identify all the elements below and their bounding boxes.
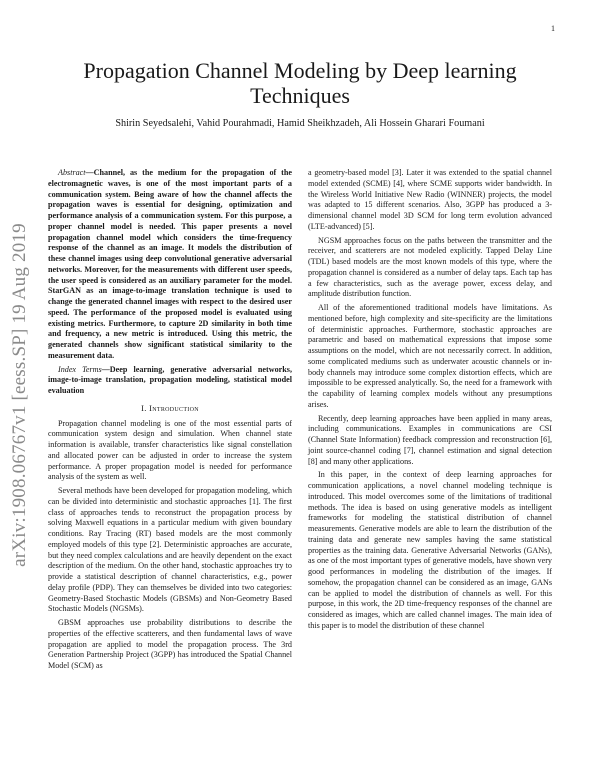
- paper-title-line-1: Propagation Channel Modeling by Deep learning: [83, 58, 517, 83]
- section-heading-introduction: I. Introduction: [141, 402, 199, 413]
- paper-title-line-2: Techniques: [250, 83, 350, 108]
- abstract: [48, 168, 292, 362]
- index-terms-text: —Deep learning, generative adversarial networks, image-to-image translation, propagation modeling, statistical model evaluation: [48, 364, 292, 395]
- paper-title: [40, 58, 560, 108]
- body-paragraph: NGSM approaches focus on the paths between the transmitter and the receiver, and scatterers are not modeled explicitly. Tapped Delay Line (TDL) based models are the most known models of this type, where the propagation channel is considered as a number of delay taps. Each tap has a few characteristics, such as the average power, excess delay, and amplitude distribution function.: [308, 235, 552, 299]
- abstract-text: —Channel, as the medium for the propagation of the electromagnetic waves, is one of the most important parts of a communication system. Being aware of how the channel affects the propagation waves is essential for designing, optimization and performance analysis of a communication system. For this purpose, a proper channel model is needed. This paper presents a novel propagation channel model which considers the time-frequency response of the channel as an image. It models the distribution of these channel images using deep convolutional generative adversarial networks. Moreover, for the measurements with different user speeds, the user speed is considered as an auxiliary parameter for the model. StarGAN as an image-to-image translation technique is used to change the generated channel images with respect to the desired user speed. The performance of the proposed model is evaluated using existing metrics. Furthermore, to capture 2D similarity in both time and frequency, a new metric is introduced. Using this metric, the generated channels show significant statistical similarity to the measurement data.: [48, 168, 292, 360]
- body-paragraph: a geometry-based model [3]. Later it was extended to the spatial channel model extended (SCME) [4], where SCME supports wider bandwidth. In the Wireless World Initiative New Radio (WINNER) projects, the model was adapted to 15 different scenarios. Also, 3GPP has produced a 3-dimensional channel model 3D SCM for long term evolution advanced (LTE-advanced) [5].: [308, 168, 552, 231]
- page-number: 1: [551, 24, 555, 33]
- author-list: Shirin Seyedsalehi, Vahid Pourahmadi, Hamid Sheikhzadeh, Ali Hossein Gharari Foumani: [115, 118, 485, 129]
- body-paragraph: In this paper, in the context of deep learning approaches for communication applications, a novel channel modeling technique is introduced. This model overcomes some of the limitations of traditional methods. The idea is based on using generative models as intelligent frameworks for modeling the statistical distribution of channel measurements. Generative models are able to learn the distribution of the training data and generate new samples having the same statistical properties as the training data. Generative Adversarial Networks (GANs), as one of the most important types of generative models, have shown very good performances in modeling the distribution of the images. If somehow, the propagation channel can be considered as an image, GANs can be applied to model the distribution of channels as well. For this purpose, in this work, the 2D time-frequency responses of the channel are considered as images, which are called channel images. The main idea of this paper is to model the distribution of these channel: [308, 470, 552, 630]
- right-column: [308, 168, 552, 635]
- intro-paragraph: Propagation channel modeling is one of the most essential parts of communication system design and simulation. When channel state information is available, transfer characteristics like signal constellation and allocated power can be adjusted in order to increase the system performance. A proper propagation model is needed for performance analysis of the system as well.: [48, 418, 292, 482]
- index-terms: [48, 365, 292, 397]
- intro-paragraph: Several methods have been developed for propagation modeling, which can be divided into deterministic and stochastic approaches [1]. The first class of approaches tends to reconstruct the propagation process by solving Maxwell equations in a particular medium with given boundary conditions. Ray Tracing (RT) based models are the most commonly employed models of this type [2]. Deterministic approaches are accurate, but they need complex calculations and are heavily dependent on the exact description of the medium. On the other hand, stochastic approaches try to provide a statistical description of channel characteristics, e.g., power delay profile (PDP). They can themselves be divided into two categories: Geometry-Based Stochastic Models (GBSMs) and Non-Geometry Based Stochastic Models (NGSMs).: [48, 486, 292, 614]
- index-terms-label: Index Terms: [58, 364, 102, 374]
- body-paragraph: Recently, deep learning approaches have been applied in many areas, including communications. Examples in communications are CSI (Channel State Information) feedback compression and reconstruction [6], joint source-channel coding [7], channel estimation and signal detection [8] and many other applications.: [308, 413, 552, 466]
- abstract-label: Abstract: [58, 168, 86, 177]
- body-paragraph: All of the aforementioned traditional models have limitations. As mentioned before, high complexity and site-specificity are the limitations of deterministic approaches. Furthermore, stochastic approaches are parametric and based on mathematical expressions that impose some assumptions on the model, which are not necessarily correct. In addition, some complicated mediums such as underwater acoustic channels or in-body channels may introduce some complex distortion effects, which are impossible to be expressed analytically. So, the need for a framework with the capability of learning complex models without any presumptions arises.: [308, 303, 552, 409]
- intro-paragraph: GBSM approaches use probability distributions to describe the properties of the effective scatterers, and then fundamental laws of wave propagation are applied to model the propagation process. The 3rd Generation Partnership Project (3GPP) has introduced the Spatial Channel Model (SCM) as: [48, 618, 292, 670]
- arxiv-identifier-stamp[interactable]: [0, 0, 40, 776]
- left-column: [48, 168, 292, 675]
- arxiv-identifier-text: arXiv:1908.06767v1 [eess.SP] 19 Aug 2019: [9, 223, 30, 567]
